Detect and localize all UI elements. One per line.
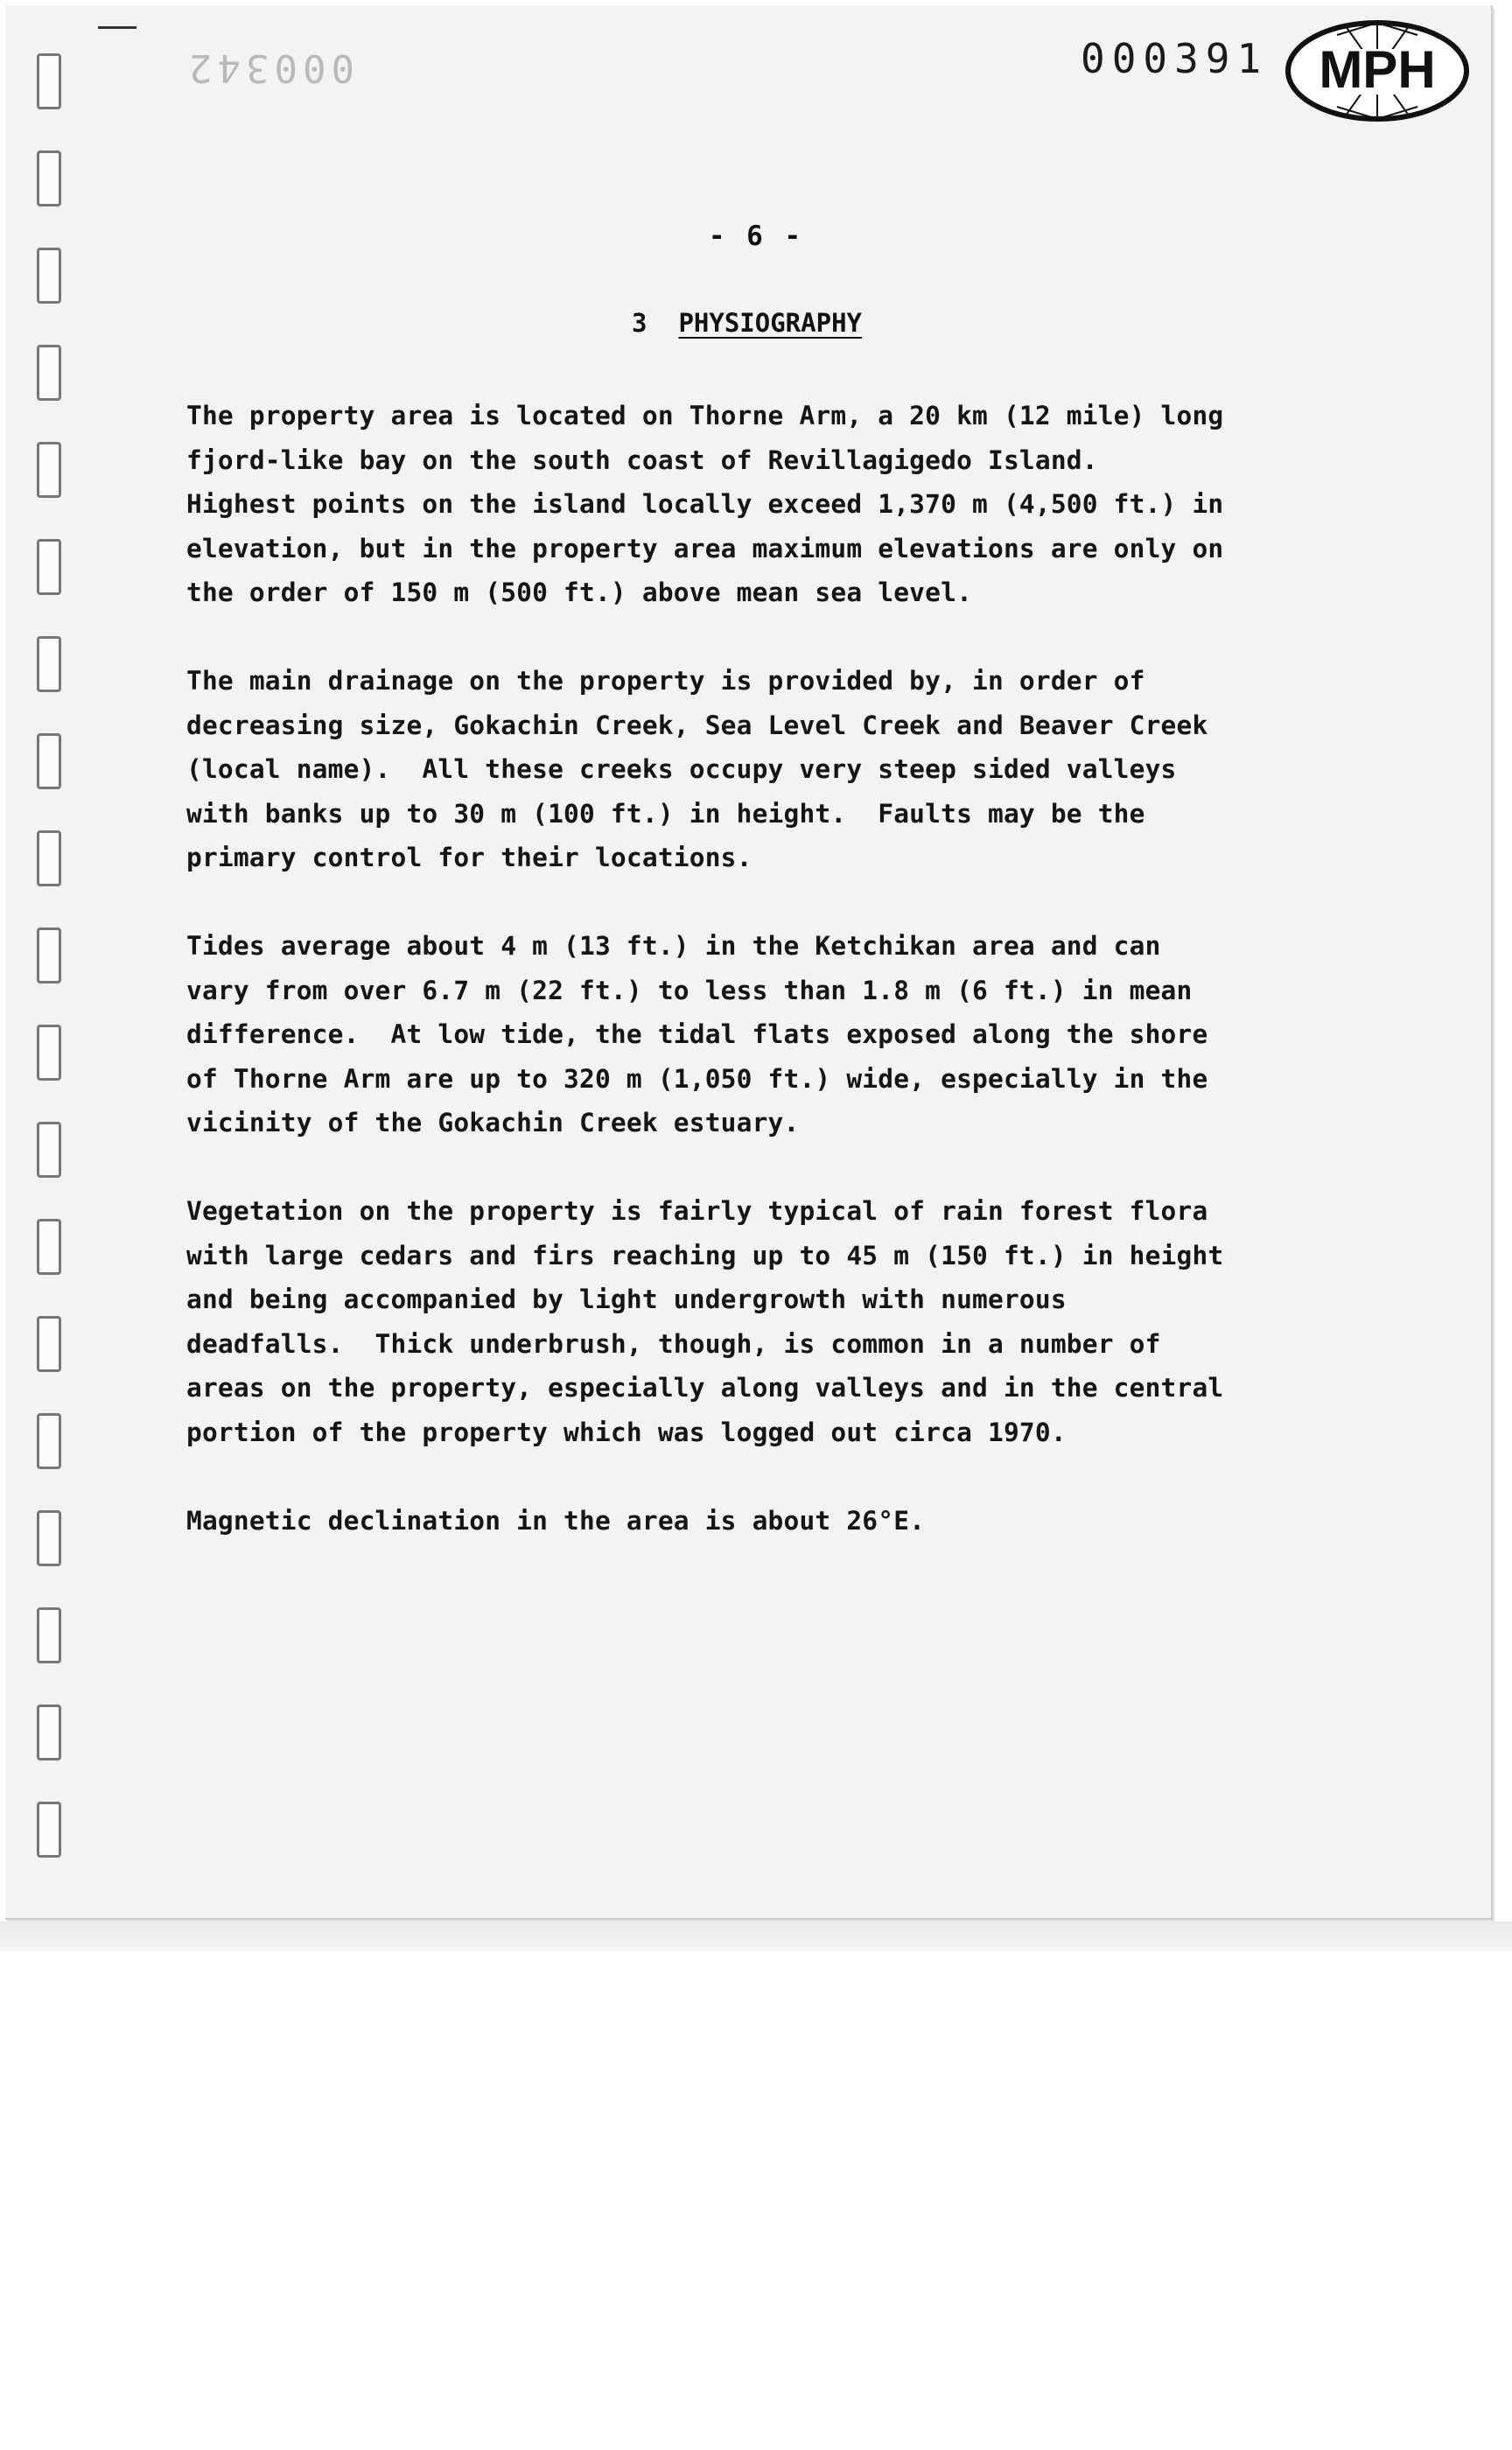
paragraph-tides xyxy=(186,924,1446,1145)
text-line: primary control for their locations. xyxy=(186,843,752,872)
text-line: Tides average about 4 m (13 ft.) in the Ketchikan area and can xyxy=(186,931,1161,961)
paragraph-vegetation xyxy=(186,1189,1446,1454)
mph-logo xyxy=(1284,18,1470,124)
text-line: with large cedars and firs reaching up to 45 m (150 ft.) in height xyxy=(186,1240,1224,1270)
binding-hole xyxy=(37,733,61,789)
text-line: of Thorne Arm are up to 320 m (1,050 ft.) wide, especially in the xyxy=(186,1063,1208,1094)
text-line: fjord-like bay on the south coast of Revillagigedo Island. xyxy=(186,444,1098,475)
text-line: Highest points on the island locally exceed 1,370 m (4,500 ft.) in xyxy=(186,489,1224,519)
paragraph-drainage xyxy=(186,659,1446,880)
binding-hole xyxy=(37,1510,61,1566)
paragraph-magnetic-declination xyxy=(186,1499,1446,1544)
text-line: areas on the property, especially along valleys and in the central xyxy=(186,1373,1224,1403)
section-heading xyxy=(632,308,862,338)
binding-hole xyxy=(37,1316,61,1372)
binding-holes xyxy=(37,53,68,1873)
scan-edge-strip xyxy=(0,1922,1512,1951)
text-line: the order of 150 m (500 ft.) above mean sea level. xyxy=(186,578,973,607)
text-line: elevation, but in the property area maximum elevations are only on xyxy=(186,533,1224,564)
text-line: vicinity of the Gokachin Creek estuary. xyxy=(186,1108,800,1138)
binding-hole xyxy=(37,1122,61,1178)
text-line: portion of the property which was logged out circa 1970. xyxy=(186,1417,1067,1447)
binding-hole xyxy=(37,1607,61,1663)
text-line: with banks up to 30 m (100 ft.) in height. Faults may be the xyxy=(186,798,1145,829)
binding-hole xyxy=(37,1025,61,1081)
paragraph-topography xyxy=(186,394,1446,615)
faint-bleed-through-stamp: 000342 xyxy=(184,46,354,90)
page-number: - 6 - xyxy=(708,220,804,252)
section-title: PHYSIOGRAPHY xyxy=(678,308,862,338)
document-number-stamp: 000391 xyxy=(1081,35,1269,82)
text-line: The main drainage on the property is provided by, in order of xyxy=(186,666,1145,696)
binding-hole xyxy=(37,830,61,886)
binding-hole xyxy=(37,1704,61,1760)
binding-hole xyxy=(37,248,61,304)
text-line: difference. At low tide, the tidal flats exposed along the shore xyxy=(186,1019,1208,1049)
binding-hole xyxy=(37,150,61,206)
binding-hole xyxy=(37,928,61,984)
text-line: (local name). All these creeks occupy very steep sided valleys xyxy=(186,754,1177,784)
binding-hole xyxy=(37,539,61,595)
text-line: Magnetic declination in the area is about 26°E. xyxy=(186,1505,926,1536)
binding-hole xyxy=(37,1219,61,1275)
text-line: and being accompanied by light undergrowth with numerous xyxy=(186,1284,1067,1314)
text-line: deadfalls. Thick underbrush, though, is common in a number of xyxy=(186,1328,1161,1359)
text-line: The property area is located on Thorne Arm, a 20 km (12 mile) long xyxy=(186,401,1224,430)
text-line: Vegetation on the property is fairly typical of rain forest flora xyxy=(186,1196,1208,1226)
section-number: 3 xyxy=(632,308,648,338)
logo-text: MPH xyxy=(1319,40,1436,99)
binding-hole xyxy=(37,442,61,498)
top-edge-mark xyxy=(98,26,136,29)
body-text xyxy=(186,394,1446,1587)
binding-hole xyxy=(37,345,61,401)
text-line: decreasing size, Gokachin Creek, Sea Level Creek and Beaver Creek xyxy=(186,710,1208,740)
binding-hole xyxy=(37,636,61,692)
text-line: vary from over 6.7 m (22 ft.) to less than 1.8 m (6 ft.) in mean xyxy=(186,975,1193,1005)
binding-hole xyxy=(37,53,61,109)
binding-hole xyxy=(37,1413,61,1469)
binding-hole xyxy=(37,1802,61,1858)
